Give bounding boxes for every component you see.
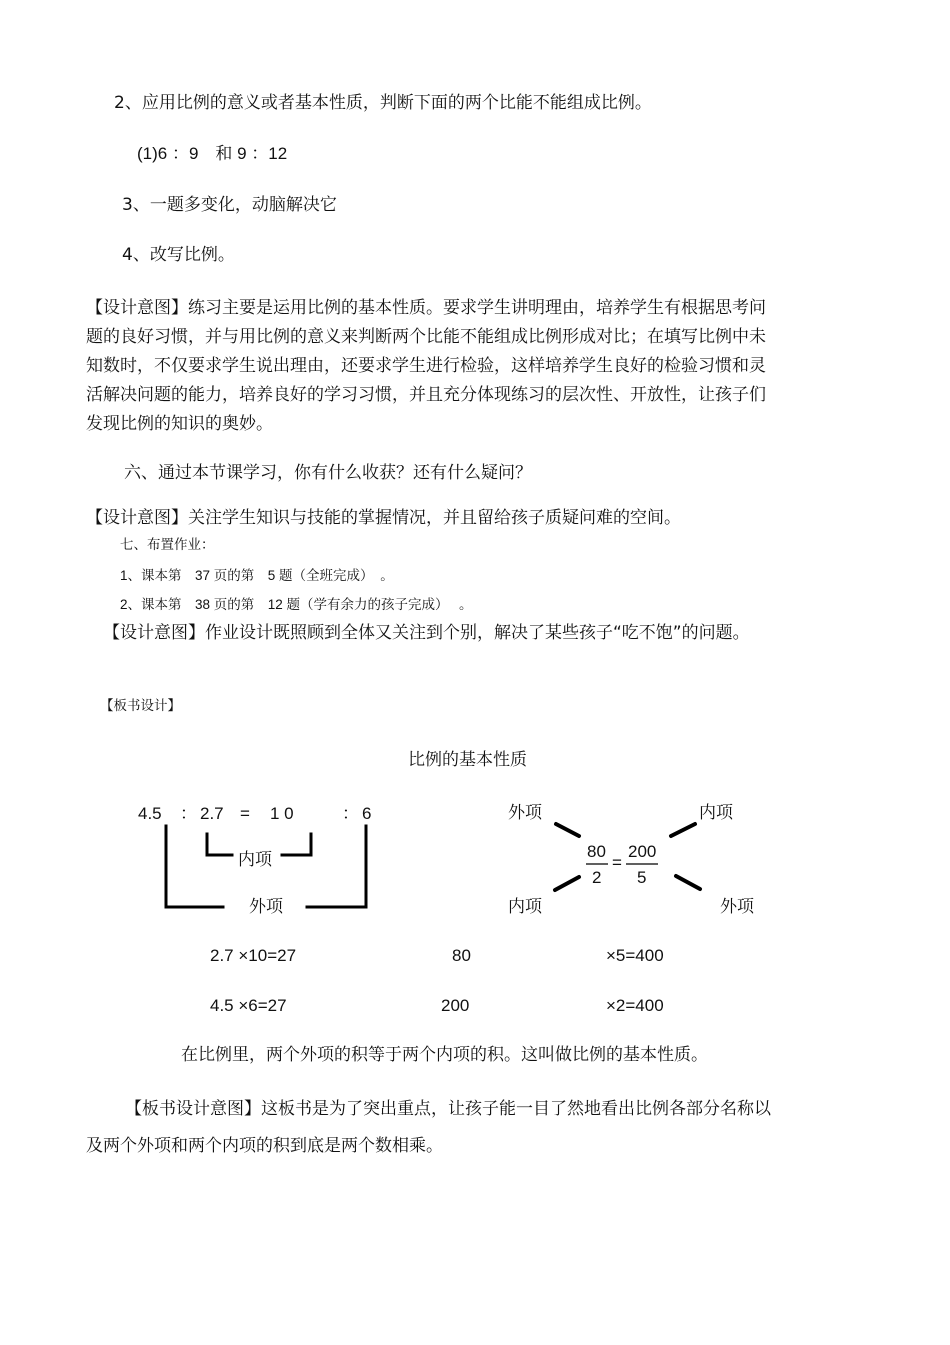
- design-intent-line: 知数时，不仅要求学生说出理由，还要求学生进行检验，这样培养学生良好的检验习惯和灵: [86, 356, 766, 376]
- outer-terms-label: 外项: [249, 897, 283, 917]
- design-intent-line: 活解决问题的能力，培养良好的学习习惯，并且充分体现练习的层次性、开放性，让孩子们: [86, 385, 766, 405]
- outer-bracket-left: [166, 826, 223, 907]
- inner-bracket-left: [207, 834, 232, 855]
- product-row-2-left: 4.5 ×6=27: [210, 996, 287, 1015]
- exercise-item-3: 3、一题多变化，动脑解决它: [122, 195, 337, 215]
- board-design-label: 【板书设计】: [100, 698, 181, 714]
- design-intent-line: 【设计意图】练习主要是运用比例的基本性质。要求学生讲明理由，培养学生有根据思考问: [86, 298, 766, 318]
- ratio-term-d: 6: [362, 804, 372, 823]
- property-conclusion: 在比例里，两个外项的积等于两个内项的积。这叫做比例的基本性质。: [181, 1045, 708, 1065]
- board-intent-line-2: 及两个外项和两个内项的积到底是两个数相乘。: [86, 1136, 443, 1156]
- inner-term-top-label: 内项: [699, 803, 733, 823]
- section-6-question: 六、通过本节课学习，你有什么收获？还有什么疑问？: [124, 463, 532, 483]
- ratio-term-b: 2.7: [200, 804, 224, 823]
- fraction-2-denominator: 5: [637, 868, 647, 887]
- board-title: 比例的基本性质: [408, 750, 527, 770]
- connector-inner-bottom: [555, 877, 579, 890]
- design-intent-3: 【设计意图】作业设计既照顾到全体又关注到个别，解决了某些孩子“吃不饱”的问题。: [103, 623, 750, 643]
- exercise-item-2-sub: (1)6 ：9 和 9 ：12: [137, 144, 288, 163]
- ratio-term-a: 4.5: [138, 804, 162, 823]
- fraction-2-numerator: 200: [628, 842, 657, 861]
- product-row-1-right: ×5=400: [606, 946, 664, 965]
- outer-bracket-right: [307, 826, 366, 907]
- product-row-1-left: 2.7 ×10=27: [210, 946, 297, 965]
- product-row-2-right: ×2=400: [606, 996, 664, 1015]
- design-intent-line: 发现比例的知识的奥妙。: [86, 414, 273, 434]
- homework-item-2: 2、课本第 38 页的第 12 题（学有余力的孩子完成） 。: [120, 597, 473, 612]
- inner-terms-label: 内项: [238, 850, 272, 870]
- connector-outer-top: [556, 824, 579, 836]
- design-intent-2: 【设计意图】关注学生知识与技能的掌握情况，并且留给孩子质疑问难的空间。: [86, 508, 681, 528]
- outer-term-top-label: 外项: [508, 803, 542, 823]
- fraction-1-denominator: 2: [592, 868, 602, 887]
- fraction-equals: =: [612, 853, 622, 872]
- product-row-2-mid: 200: [441, 996, 470, 1015]
- ratio-colon-1: ：: [180, 804, 197, 823]
- ratio-term-c: 1 0: [270, 804, 294, 823]
- connector-inner-top: [671, 824, 695, 836]
- ratio-colon-2: ：: [342, 804, 359, 823]
- outer-term-bottom-label: 外项: [720, 897, 754, 917]
- board-intent-line-1: 【板书设计意图】这板书是为了突出重点，让孩子能一目了然地看出比例各部分名称以: [125, 1099, 771, 1119]
- homework-title: 七、布置作业：: [120, 537, 215, 553]
- fraction-1-numerator: 80: [587, 842, 606, 861]
- ratio-equals: =: [240, 804, 250, 823]
- inner-term-bottom-label: 内项: [508, 897, 542, 917]
- exercise-item-2: 2、应用比例的意义或者基本性质，判断下面的两个比能不能组成比例。: [114, 93, 652, 113]
- connector-outer-bottom: [676, 876, 700, 889]
- exercise-item-4: 4、改写比例。: [122, 245, 235, 265]
- inner-bracket-right: [282, 834, 311, 855]
- product-row-1-mid: 80: [452, 946, 471, 965]
- design-intent-line: 题的良好习惯，并与用比例的意义来判断两个比能不能组成比例形成对比；在填写比例中未: [86, 327, 766, 347]
- homework-item-1: 1、课本第 37 页的第 5 题（全班完成） 。: [120, 568, 394, 583]
